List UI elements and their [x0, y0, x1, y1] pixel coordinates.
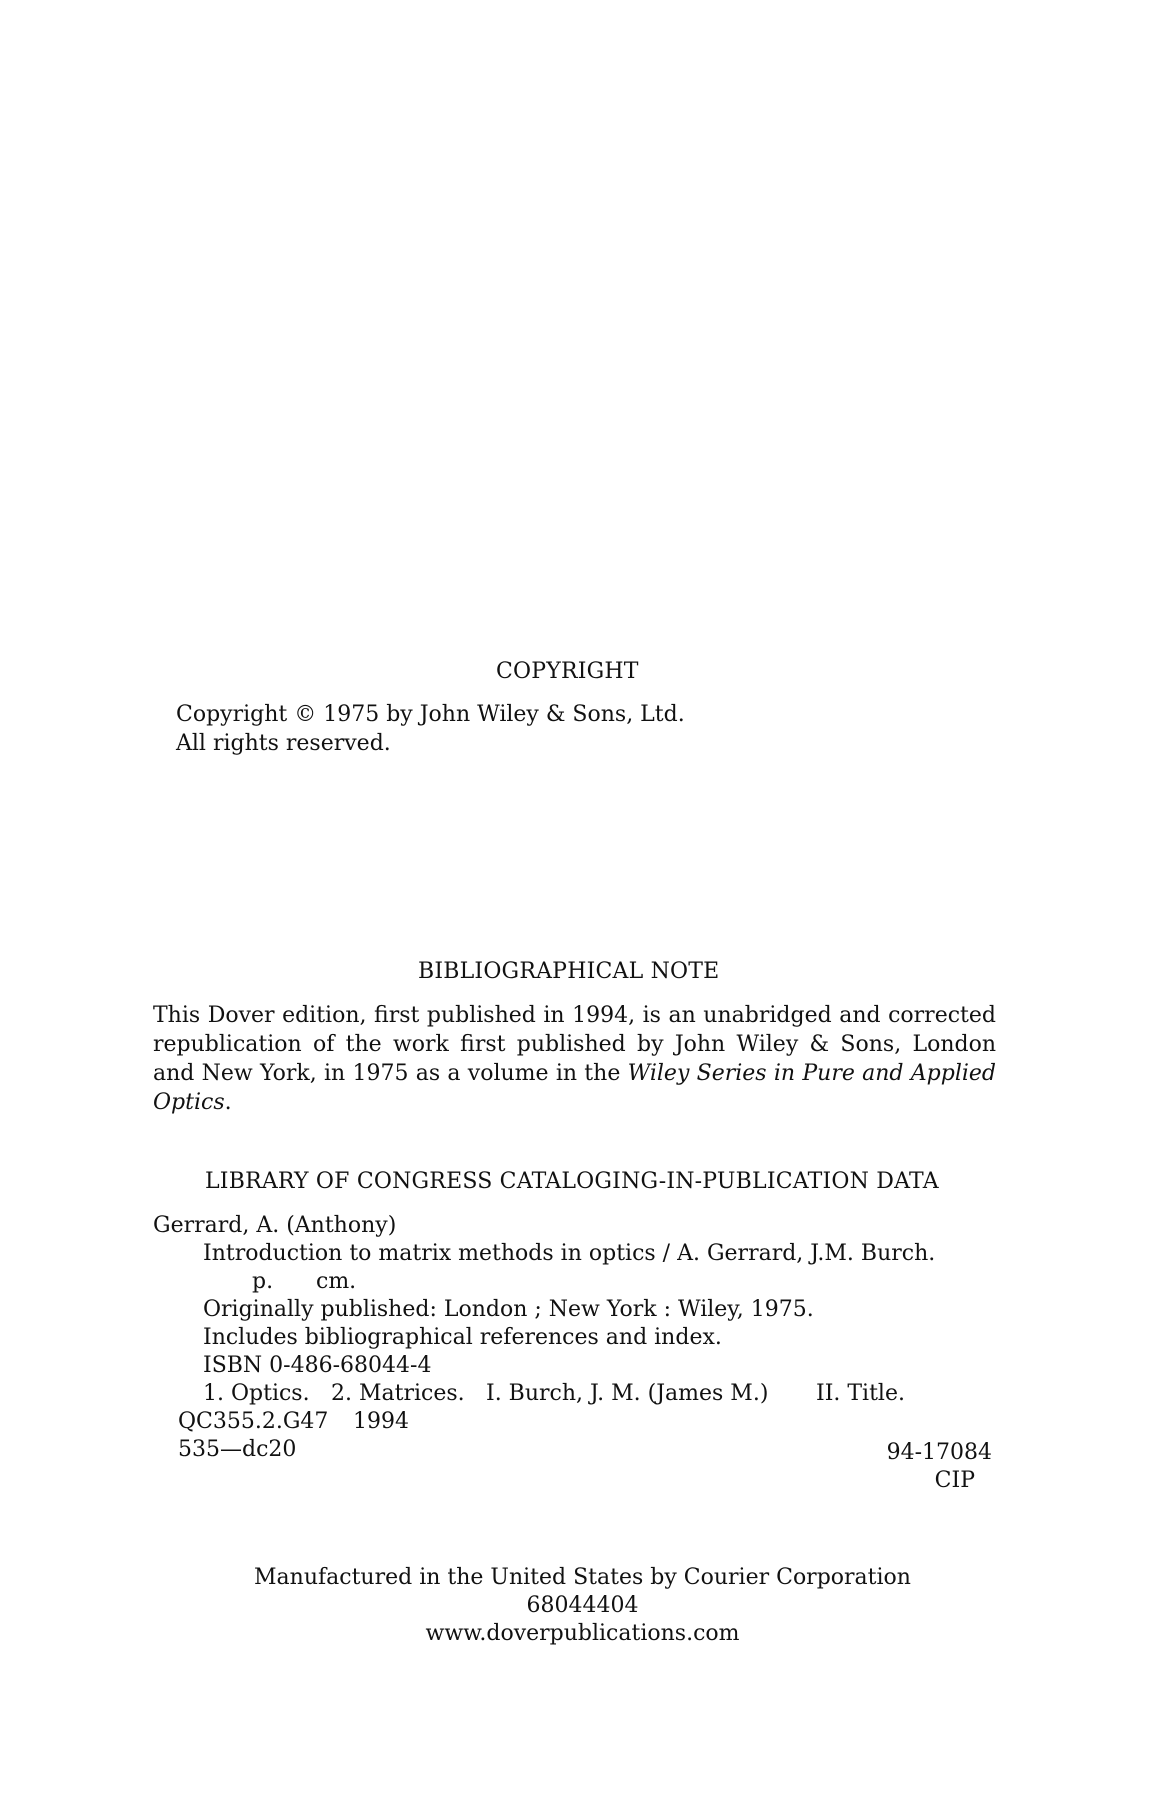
copyright-statement: Copyright © 1975 by John Wiley & Sons, Ltd. [176, 702, 685, 727]
publisher-website[interactable]: www.doverpublications.com [425, 1621, 740, 1646]
cip-isbn: ISBN 0-486-68044-4 [203, 1353, 432, 1378]
cip-lc-class: QC355.2.G47 [178, 1409, 329, 1434]
cip-originally-published: Originally published: London ; New York : Wiley, 1975. [203, 1297, 814, 1322]
manufacture-statement: Manufactured in the United States by Courier Corporation [254, 1565, 911, 1590]
bibliographical-note-text [153, 1001, 996, 1117]
bibliographical-note-body: This Dover edition, first published in 1994, is an unabridged and corrected republication of the work first published by John Wiley & Sons, London and New York, in 1975 as a volume in the [153, 1003, 996, 1086]
cip-heading: LIBRARY OF CONGRESS CATALOGING-IN-PUBLICATION DATA [205, 1169, 939, 1194]
cip-title: Introduction to matrix methods in optics / A. Gerrard, J.M. Burch. [203, 1241, 936, 1266]
rights-reserved: All rights reserved. [176, 731, 391, 756]
bibliographical-note-heading: BIBLIOGRAPHICAL NOTE [418, 959, 720, 984]
cip-author: Gerrard, A. (Anthony) [153, 1213, 397, 1238]
cip-lccn: 94-17084 [886, 1440, 992, 1465]
cip-lc-year: 1994 [353, 1409, 409, 1434]
cip-dewey: 535—dc20 [178, 1437, 297, 1462]
cip-subject-4: II. Title. [816, 1381, 905, 1406]
bibliographical-note-end: . [224, 1090, 232, 1115]
cip-label: CIP [934, 1468, 975, 1493]
cip-subject-1: 1. Optics. [203, 1381, 310, 1406]
cip-pagination-p: p. [252, 1269, 274, 1294]
series-title: Wiley Series in Pure and Applied Optics [153, 1061, 997, 1115]
cip-includes: Includes bibliographical references and index. [203, 1325, 722, 1350]
copyright-heading: COPYRIGHT [496, 659, 639, 684]
cip-subject-3: I. Burch, J. M. (James M.) [486, 1381, 769, 1406]
cip-subject-2: 2. Matrices. [331, 1381, 465, 1406]
cip-pagination-cm: cm. [316, 1269, 357, 1294]
manufacture-code: 68044404 [526, 1593, 639, 1618]
